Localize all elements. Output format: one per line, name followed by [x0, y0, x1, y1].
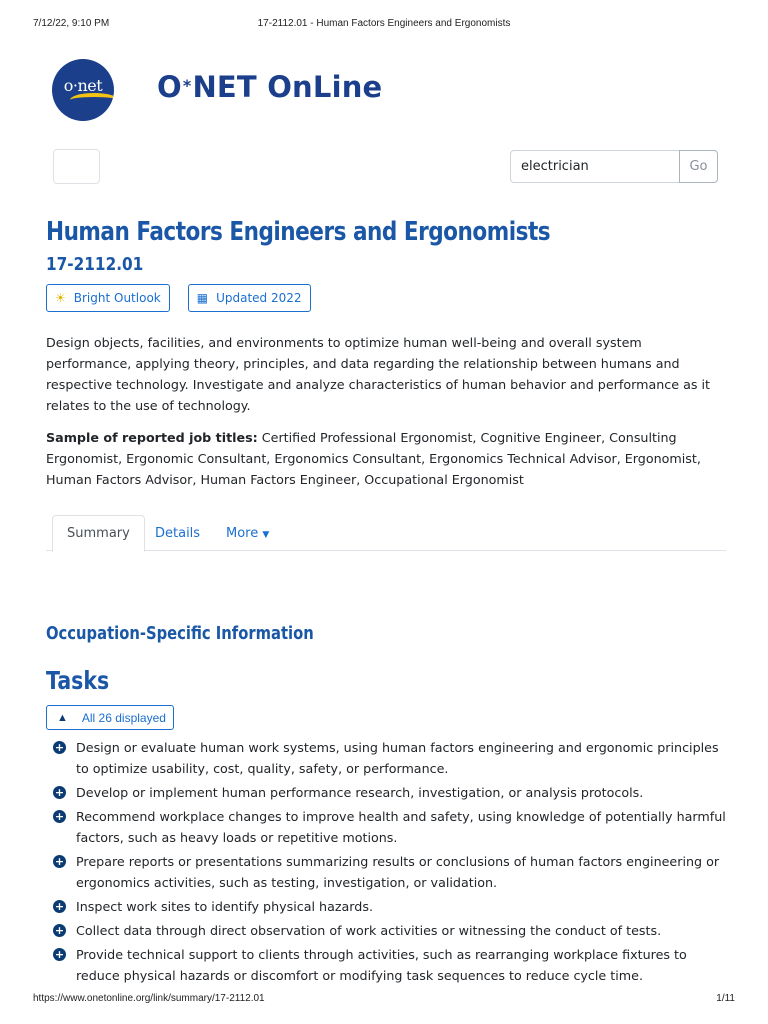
badge-label: Updated 2022 — [216, 291, 302, 305]
logo-swoosh-icon — [70, 93, 114, 107]
bright-outlook-badge[interactable] — [46, 284, 170, 312]
tab-summary[interactable]: Summary — [52, 515, 145, 552]
plus-circle-icon[interactable]: + — [54, 900, 65, 913]
tasks-toggle-label: All 26 displayed — [81, 710, 166, 725]
site-name[interactable]: O*NET OnLine — [157, 70, 383, 104]
tab-more[interactable]: More ▼ — [226, 526, 270, 541]
report-tabs — [46, 515, 726, 551]
tasks-heading: Tasks — [46, 666, 110, 695]
occupation-title: Human Factors Engineers and Ergonomists — [46, 217, 551, 247]
task-text: Provide technical support to clients through activities, such as rearranging workplace fixtures to reduce physical hazards or discomfort or modifying task sequences to reduce cycle time. — [76, 947, 687, 983]
task-text: Design or evaluate human work systems, using human factors engineering and ergonomic principles to optimize usability, cost, quality, safety, or performance. — [76, 740, 719, 776]
list-item — [53, 896, 733, 917]
logo-text: o·net — [63, 76, 103, 95]
calendar-icon: ▦ — [196, 291, 209, 305]
task-text: Collect data through direct observation of work activities or witnessing the conduct of tests. — [76, 923, 662, 938]
plus-circle-icon[interactable]: + — [54, 924, 65, 937]
chevron-up-icon: ▲ — [57, 711, 68, 724]
tasks-toggle-button[interactable] — [46, 705, 174, 730]
caret-down-icon: ▼ — [262, 530, 270, 540]
task-text: Develop or implement human performance research, investigation, or analysis protocols. — [76, 785, 644, 800]
plus-circle-icon[interactable]: + — [54, 810, 65, 823]
task-text: Recommend workplace changes to improve health and safety, using knowledge of potentially harmful factors, such as heavy loads or repetitive motions. — [76, 809, 726, 845]
badge-row — [46, 284, 311, 312]
menu-toggle-button[interactable] — [53, 149, 100, 184]
list-item — [53, 782, 733, 803]
list-item — [53, 920, 733, 941]
tab-details[interactable]: Details — [155, 526, 201, 541]
print-url: https://www.onetonline.org/link/summary/17-2112.01 — [33, 993, 265, 1004]
plus-circle-icon[interactable]: + — [54, 948, 65, 961]
list-item — [53, 944, 733, 986]
search-form — [510, 150, 718, 183]
list-item — [53, 737, 733, 779]
occupation-specific-heading: Occupation-Specific Information — [46, 623, 314, 644]
task-text: Inspect work sites to identify physical hazards. — [76, 899, 373, 914]
search-input[interactable] — [510, 150, 679, 183]
plus-circle-icon[interactable]: + — [54, 786, 65, 799]
task-list — [53, 737, 733, 989]
list-item — [53, 851, 733, 893]
list-item — [53, 806, 733, 848]
occupation-description: Design objects, facilities, and environments to optimize human well-being and overall system performance, applying theory, principles, and data regarding the relationship between humans and respective technology. Investigate and analyze characteristics of human behavior and performance as it relates to the use of technology. — [46, 335, 711, 413]
print-page-title: 17-2112.01 - Human Factors Engineers and Ergonomists — [257, 18, 511, 29]
sample-titles-list: Certified Professional Ergonomist, Cognitive Engineer, Consulting Ergonomist, Ergonomic Consultant, Ergonomics Consultant, Ergonomics Technical Advisor, Ergonomist, Human Factors Advisor, Human Factors Engineer, Occupational Ergonomist — [46, 430, 701, 487]
search-go-button[interactable]: Go — [679, 150, 718, 183]
task-text: Prepare reports or presentations summarizing results or conclusions of human factors engineering or ergonomics activities, such as testing, investigation, or validation. — [76, 854, 720, 890]
plus-circle-icon[interactable]: + — [54, 855, 65, 868]
sun-icon: ☀ — [55, 291, 66, 305]
onet-logo[interactable] — [52, 59, 114, 121]
plus-circle-icon[interactable]: + — [54, 741, 65, 754]
site-brand[interactable] — [52, 58, 383, 122]
print-datetime: 7/12/22, 9:10 PM — [33, 18, 110, 29]
badge-label: Bright Outlook — [73, 291, 161, 305]
occupation-code: 17-2112.01 — [46, 254, 144, 275]
sample-titles-label: Sample of reported job titles: — [46, 430, 258, 445]
print-page-count: 1/11 — [716, 993, 735, 1004]
updated-badge[interactable] — [188, 284, 311, 312]
brand-star-icon: * — [182, 76, 192, 95]
sample-job-titles — [46, 427, 726, 490]
